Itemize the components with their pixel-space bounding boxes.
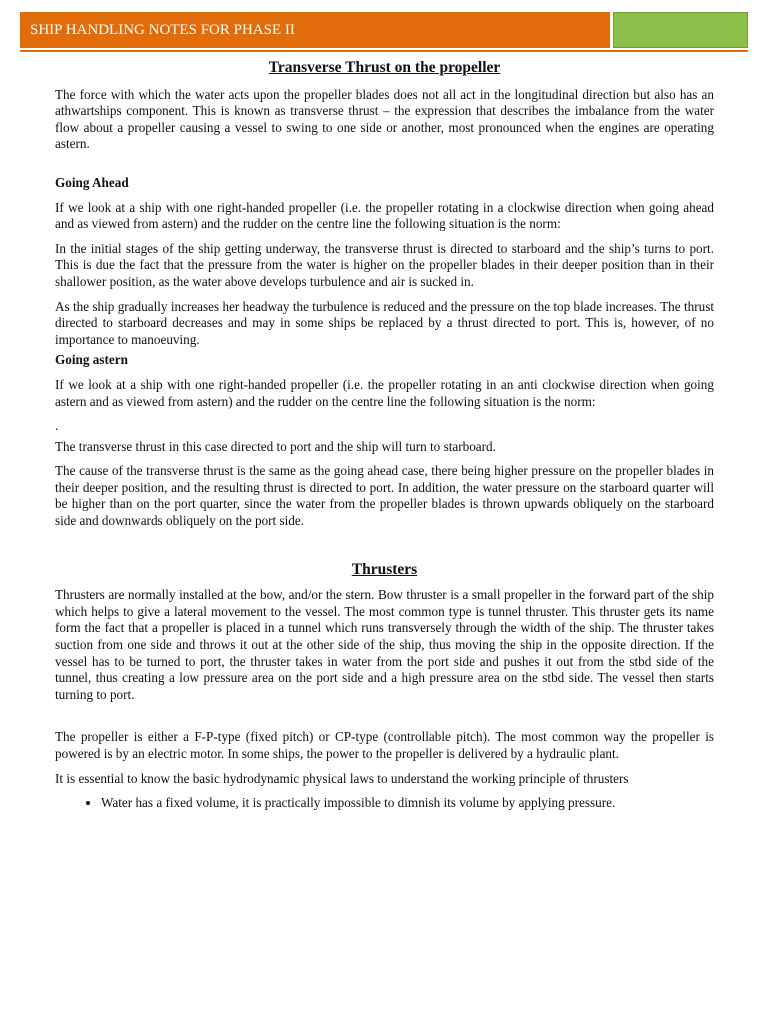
subheading-going-astern: Going astern (55, 352, 128, 368)
document-body (55, 58, 714, 812)
paragraph-thrusters-3: It is essential to know the basic hydrodynamic physical laws to understand the working principle of thrusters (55, 770, 629, 786)
paragraph-thrusters-2: The propeller is either a F-P-type (fixed pitch) or CP-type (controllable pitch). The most common way the propeller is powered is by an electric motor. In some ships, the power to the propeller is delivered by a hydraulic plant. (55, 729, 714, 761)
header-rule (20, 50, 748, 52)
paragraph-thrusters-1: Thrusters are normally installed at the bow, and/or the stern. Bow thruster is a small propeller in the forward part of the ship which helps to give a lateral movement to the vessel. The most common type is tunnel thruster. This thruster gets its name form the fact that a propeller is placed in a tunnel which runs transversely through the width of the ship. The thruster takes suction from one side and throws it out at the other side of the ship, thus moving the ship in the opposite direction. If the vessel has to be turned to port, the thruster takes in water from the port side and pushes it out from the stbd side of the tunnel, thus creating a low pressure area on the port side and a high pressure area on the stbd side. The vessel then starts turning to port. (55, 587, 714, 702)
header-accent-block (613, 12, 748, 48)
paragraph-astern-3: The cause of the transverse thrust is the same as the going ahead case, there being higher pressure on the propeller blades in their deeper position, and the resulting thrust is directed to port. In addition, the water pressure on the starboard quarter will be higher than on the port quarter, since the water from the propeller blades is thrown upwards obliquely on the starboard side and downwards obliquely on the port side. (55, 463, 714, 529)
paragraph-ahead-2: In the initial stages of the ship getting underway, the transverse thrust is directed to starboard and the ship’s turns to port. This is due the fact that the pressure from the water is higher on the propeller blades in their deeper position than in their shallower position, as the water above develops turbulence and air is sucked in. (55, 240, 714, 289)
list-item: • Water has a fixed volume, it is practically impossible to dimnish its volume by applying pressure. (101, 795, 714, 812)
subheading-going-ahead: Going Ahead (55, 174, 129, 190)
paragraph-astern-1: If we look at a ship with one right-handed propeller (i.e. the propeller rotating in an anti clockwise direction when going astern and as viewed from astern) and the rudder on the centre line the following situation is the norm: (55, 376, 714, 409)
section-heading-transverse-thrust: Transverse Thrust on the propeller (268, 59, 501, 76)
page-header (20, 12, 748, 52)
paragraph-ahead-1: If we look at a ship with one right-handed propeller (i.e. the propeller rotating in a clockwise direction when going ahead and as viewed from astern) and the rudder on the centre line the following situation is the norm: (55, 199, 714, 232)
header-title: SHIP HANDLING NOTES FOR PHASE II (20, 12, 610, 48)
paragraph-ahead-3: As the ship gradually increases her headway the turbulence is reduced and the pressure on the top blade increases. The thrust directed to starboard decreases and may in some ships be replaced by a thrust directed to port. This is, however, of no importance to manoeuving. (55, 298, 714, 347)
paragraph-astern-2: The transverse thrust in this case directed to port and the ship will turn to starboard. (55, 438, 496, 454)
stray-dot: . (55, 418, 59, 434)
bullet-list (55, 795, 714, 812)
paragraph-intro: The force with which the water acts upon the propeller blades does not all act in the longitudinal direction but also has an athwartships component. This is known as transverse thrust – the expression that describes the imbalance from the water flow about a propeller causing a vessel to swing to one side or another, most pronounced when the engines are operating astern. (55, 86, 714, 152)
section-heading-thrusters: Thrusters (351, 560, 418, 578)
